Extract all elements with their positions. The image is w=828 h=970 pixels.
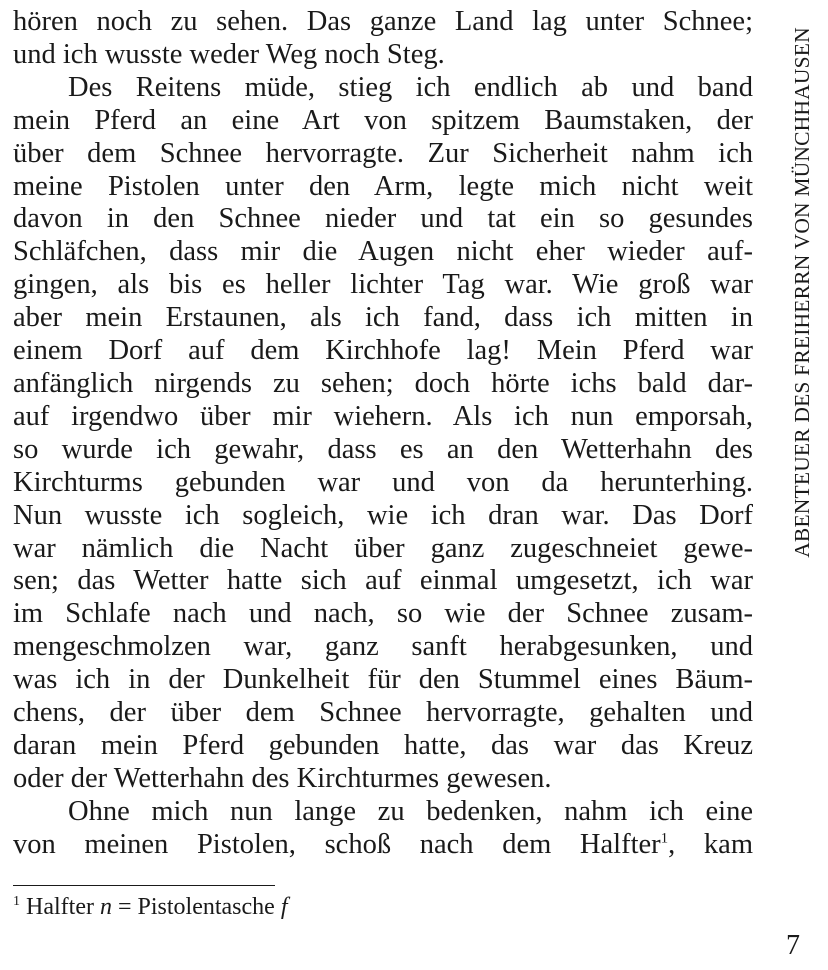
- text-line: aber mein Erstaunen, als ich fand, dass ich mitten in: [13, 302, 753, 334]
- footnote-divider: [13, 885, 275, 886]
- page-number: 7: [786, 930, 800, 961]
- text-line: im Schlafe nach und nach, so wie der Schnee zusam-: [13, 598, 753, 630]
- footnote-equals: =: [117, 894, 132, 920]
- text-line: anfänglich nirgends zu sehen; doch hörte ichs bald dar-: [13, 367, 753, 399]
- text-segment: von meinen Pistolen, schoß nach dem Halfter: [13, 828, 661, 860]
- body-text: [13, 6, 753, 862]
- text-line-with-footnote-ref: [13, 829, 753, 862]
- footnote: [13, 892, 288, 922]
- footnote-reference: 1: [660, 830, 669, 847]
- text-line: auf irgendwo über mir wiehern. Als ich nun emporsah,: [13, 400, 753, 432]
- text-line: sen; das Wetter hatte sich auf einmal umgesetzt, ich war: [13, 565, 753, 597]
- footnote-definition: Pistolentasche: [137, 894, 275, 920]
- running-head: [786, 10, 818, 575]
- text-line: meine Pistolen unter den Arm, legte mich nicht weit: [13, 170, 753, 202]
- text-line: Ohne mich nun lange zu bedenken, nahm ich eine: [68, 795, 753, 827]
- text-line: Nun wusste ich sogleich, wie ich dran war. Das Dorf: [13, 499, 753, 531]
- text-line: so wurde ich gewahr, dass es an den Wetterhahn des: [13, 433, 753, 465]
- text-line: mein Pferd an eine Art von spitzem Baumstaken, der: [13, 104, 753, 136]
- text-segment: , kam: [668, 828, 753, 860]
- text-line: über dem Schnee hervorragte. Zur Sicherheit nahm ich: [13, 137, 753, 169]
- text-line: gingen, als bis es heller lichter Tag war. Wie groß war: [13, 269, 753, 301]
- text-line: und ich wusste weder Weg noch Steg.: [13, 38, 445, 70]
- text-line: daran mein Pferd gebunden hatte, das war das Kreuz: [13, 729, 753, 761]
- text-line: war nämlich die Nacht über ganz zugeschneiet gewe-: [13, 532, 753, 564]
- text-line: hören noch zu sehen. Das ganze Land lag unter Schnee;: [13, 6, 753, 37]
- text-line: oder der Wetterhahn des Kirchturmes gewesen.: [13, 762, 552, 794]
- text-line: Schläfchen, dass mir die Augen nicht eher wieder auf-: [13, 236, 753, 268]
- running-head-text: ABENTEUER DES FREIHERRN VON MÜNCHHAUSEN: [790, 27, 814, 558]
- footnote-gender: n: [99, 894, 112, 920]
- footnote-mark: 1: [13, 894, 20, 909]
- text-line: mengeschmolzen war, ganz sanft herabgesunken, und: [13, 631, 753, 663]
- text-line: Des Reitens müde, stieg ich endlich ab und band: [68, 71, 753, 103]
- footnote-term: Halfter: [26, 894, 94, 920]
- footnote-gender: f: [280, 894, 288, 920]
- text-line: chens, der über dem Schnee hervorragte, gehalten und: [13, 697, 753, 729]
- text-line: davon in den Schnee nieder und tat ein so gesundes: [13, 203, 753, 235]
- text-line: was ich in der Dunkelheit für den Stummel eines Bäum-: [13, 664, 753, 696]
- text-line: einem Dorf auf dem Kirchhofe lag! Mein Pferd war: [13, 335, 753, 367]
- text-line: Kirchturms gebunden war und von da herunterhing.: [13, 466, 753, 498]
